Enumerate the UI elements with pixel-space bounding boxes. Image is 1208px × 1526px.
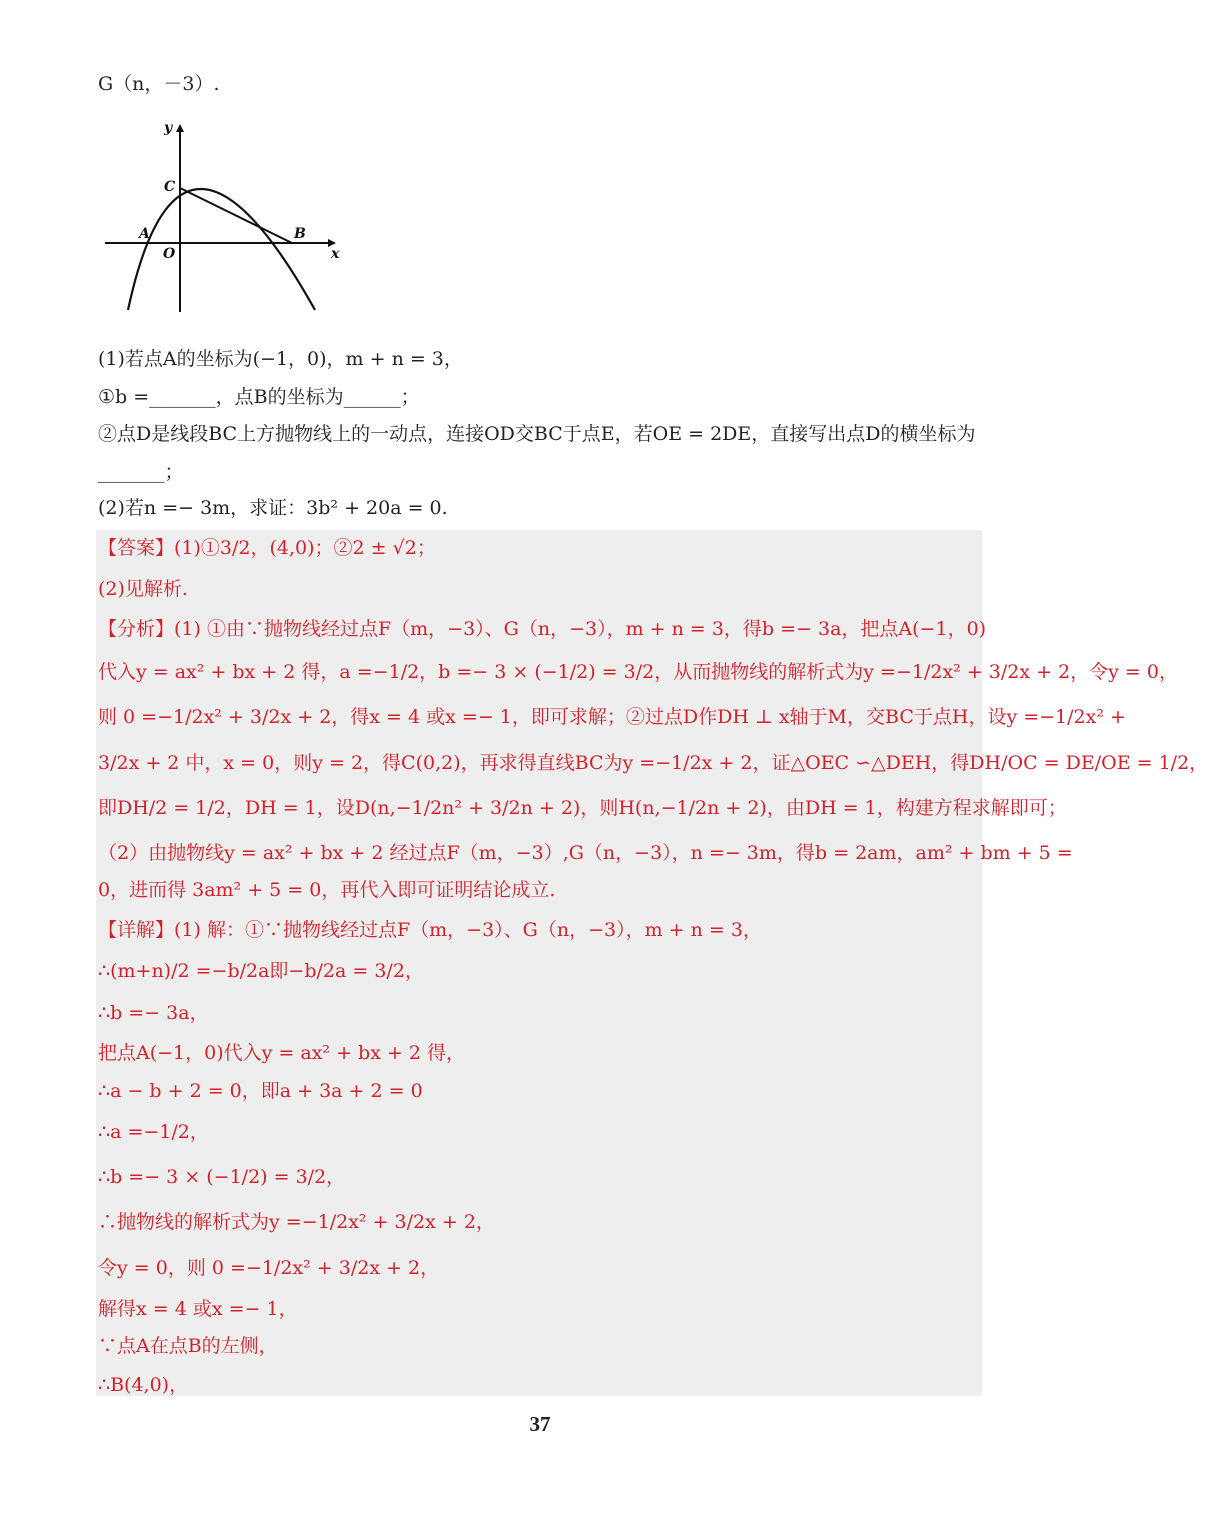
answer-line: 3/2x + 2 中，x = 0，则y = 2，得C(0,2)，再求得直线BC为y =−1/2x + 2，证△OEC ∽△DEH，得DH/OC = DE/OE = 1/2， (98, 752, 1208, 774)
line-bc (180, 188, 292, 243)
answer-line: ∴抛物线的解析式为y =−1/2x² + 3/2x + 2， (98, 1211, 495, 1233)
page-number: 37 (529, 1412, 551, 1436)
label-o: O (163, 246, 176, 262)
part1-sub2: ②点D是线段BC上方抛物线上的一动点，连接OD交BC于点E，若OE = 2DE，直接写出点D的横坐标为 (98, 423, 976, 445)
answer-line: ∴b =− 3 × (−1/2) = 3/2， (98, 1166, 346, 1188)
part2-question: (2)若n =− 3m，求证：3b² + 20a = 0. (98, 497, 448, 519)
answer-line: 【答案】(1)①3/2，(4,0)；②2 ± √2； (98, 537, 436, 559)
part1-condition: (1)若点A的坐标为(−1，0)，m + n = 3， (98, 348, 463, 370)
answer-line: （2）由抛物线y = ax² + bx + 2 经过点F（m，−3）,G（n，−3），n =− 3m，得b = 2am，am² + bm + 5 = (98, 842, 1073, 864)
answer-line: 0，进而得 3am² + 5 = 0，再代入即可证明结论成立. (98, 879, 556, 901)
answer-line: 令y = 0，则 0 =−1/2x² + 3/2x + 2， (98, 1257, 440, 1279)
answer-line: ∴B(4,0)， (98, 1374, 189, 1396)
label-a: A (139, 226, 150, 242)
y-axis-arrow (176, 124, 184, 132)
answer-line: ∵点A在点B的左侧， (98, 1335, 278, 1357)
answer-line: ∴a − b + 2 = 0，即a + 3a + 2 = 0 (98, 1080, 423, 1102)
label-b: B (294, 226, 306, 242)
answer-line: 解得x = 4 或x =− 1， (98, 1298, 298, 1320)
answer-line: ∴(m+n)/2 =−b/2a即−b/2a = 3/2， (98, 960, 424, 982)
label-x: x (331, 246, 340, 262)
answer-line: 即DH/2 = 1/2，DH = 1，设D(n,−1/2n² + 3/2n + 2)，则H(n,−1/2n + 2)，由DH = 1，构建方程求解即可； (98, 797, 1067, 819)
answer-line: 则 0 =−1/2x² + 3/2x + 2，得x = 4 或x =− 1，即可求解；②过点D作DH ⊥ x轴于M，交BC于点H，设y =−1/2x² + (98, 706, 1126, 728)
parabola-curve (128, 189, 315, 310)
answer-line: (2)见解析. (98, 578, 188, 600)
answer-line: 【详解】(1) 解：①∵抛物线经过点F（m，−3）、G（n，−3），m + n = 3， (98, 919, 762, 941)
answer-line: 代入y = ax² + bx + 2 得，a =−1/2，b =− 3 × (−1/2) = 3/2，从而抛物线的解析式为y =−1/2x² + 3/2x + 2，令y = 0， (98, 661, 1178, 683)
answer-line: 把点A(−1，0)代入y = ax² + bx + 2 得， (98, 1042, 466, 1064)
answer-line: ∴a =−1/2， (98, 1121, 209, 1143)
part1-sub1: ①b =_______，点B的坐标为______； (98, 386, 420, 408)
label-y: y (164, 120, 173, 136)
answer-line: ∴b =− 3a， (98, 1002, 209, 1024)
parabola-figure (100, 118, 350, 318)
part1-sub2-blank: _______； (98, 461, 184, 483)
label-c: C (164, 179, 176, 195)
answer-line: 【分析】(1) ①由∵抛物线经过点F（m，−3）、G（n，−3），m + n = 3，得b =− 3a，把点A(−1，0) (98, 618, 987, 640)
question-intro: G（n，－3）. (98, 73, 220, 95)
